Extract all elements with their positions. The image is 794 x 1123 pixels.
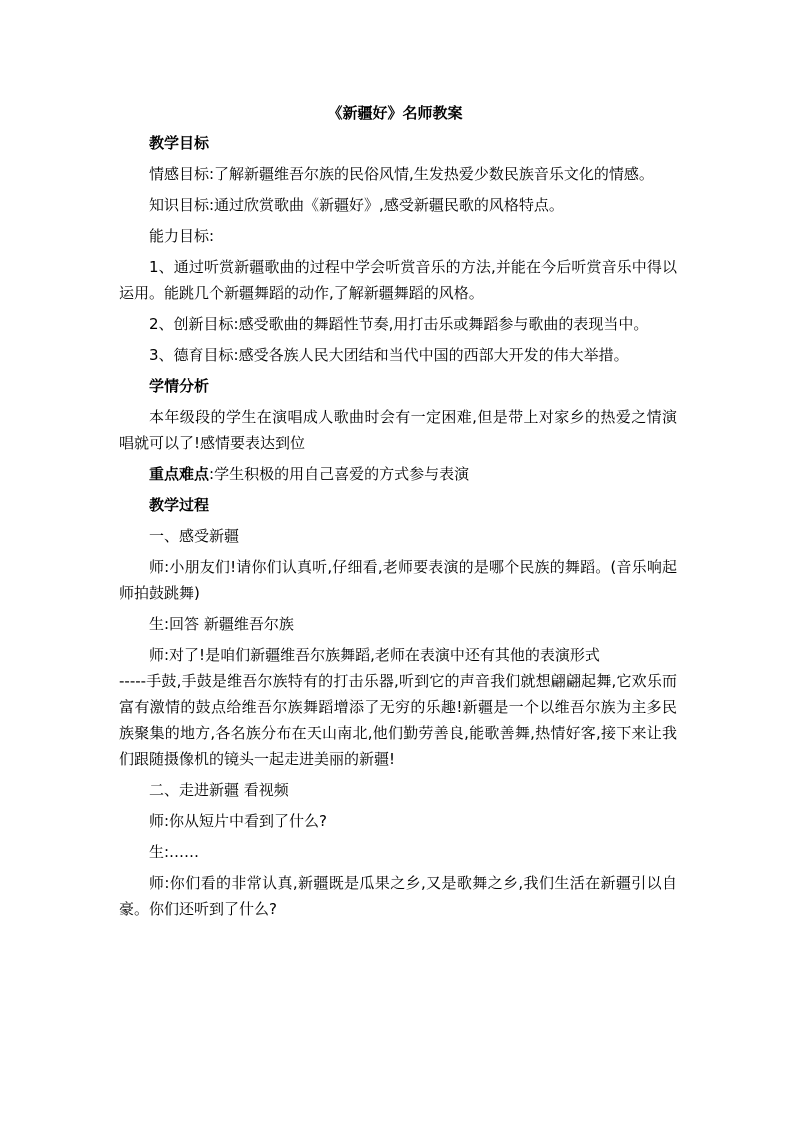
objectives-heading: 教学目标 [149, 134, 210, 152]
document-title: 《新疆好》名师教案 [327, 104, 463, 122]
student-line-1: 生:回答 新疆维吾尔族 [149, 615, 294, 633]
emotion-goal: 情感目标:了解新疆维吾尔族的民俗风情,生发热爱少数民族音乐文化的情感。 [149, 165, 654, 183]
analysis-heading: 学情分析 [149, 377, 210, 395]
ability-item-3: 3、德育目标:感受各族人民大团结和当代中国的西部大开发的伟大举措。 [149, 346, 629, 364]
analysis-text: 本年级段的学生在演唱成人歌曲时会有一定困难,但是带上对家乡的热爱之情演唱就可以了!感情要表达到位 [119, 408, 677, 452]
part-1-heading: 一、感受新疆 [149, 527, 240, 545]
ability-item-1: 1、通过听赏新疆歌曲的过程中学会听赏音乐的方法,并能在今后听赏音乐中得以运用。能跳几个新疆舞蹈的动作,了解新疆舞蹈的风格。 [119, 258, 677, 302]
teacher-line-1: 师:小朋友们!请你们认真听,仔细看,老师要表演的是哪个民族的舞蹈。(音乐响起 师拍鼓跳舞) [119, 558, 677, 602]
teacher-line-4: 师:你们看的非常认真,新疆既是瓜果之乡,又是歌舞之乡,我们生活在新疆引以自豪。你们还听到了什么? [119, 874, 677, 918]
key-points-text: :学生积极的用自己喜爱的方式参与表演 [209, 465, 470, 483]
teacher-line-2: 师:对了!是咱们新疆维吾尔族舞蹈,老师在表演中还有其他的表演形式 [149, 646, 600, 664]
teacher-line-3: 师:你从短片中看到了什么? [149, 812, 328, 830]
teacher-line-2-continued: -----手鼓,手鼓是维吾尔族特有的打击乐器,听到它的声音我们就想翩翩起舞,它欢乐而富有激情的鼓点给维吾尔族舞蹈增添了无穷的乐趣!新疆是一个以维吾尔族为主多民族聚集的地方,各名族分布在天山南北,他们勤劳善良,能歌善舞,热情好客,接下来让我们跟随摄像机的镜头一起走进美丽的新疆! [119, 672, 677, 768]
ability-goal: 能力目标: [149, 227, 215, 245]
part-2-heading: 二、走进新疆 看视频 [149, 781, 289, 799]
key-points-paragraph [119, 461, 677, 487]
student-line-2: 生:…… [149, 843, 200, 861]
document-body [119, 100, 677, 927]
key-points-label: 重点难点 [149, 465, 210, 483]
knowledge-goal: 知识目标:通过欣赏歌曲《新疆好》,感受新疆民歌的风格特点。 [149, 196, 564, 214]
process-heading: 教学过程 [149, 496, 210, 514]
ability-item-2: 2、创新目标:感受歌曲的舞蹈性节奏,用打击乐或舞蹈参与歌曲的表现当中。 [149, 315, 649, 333]
